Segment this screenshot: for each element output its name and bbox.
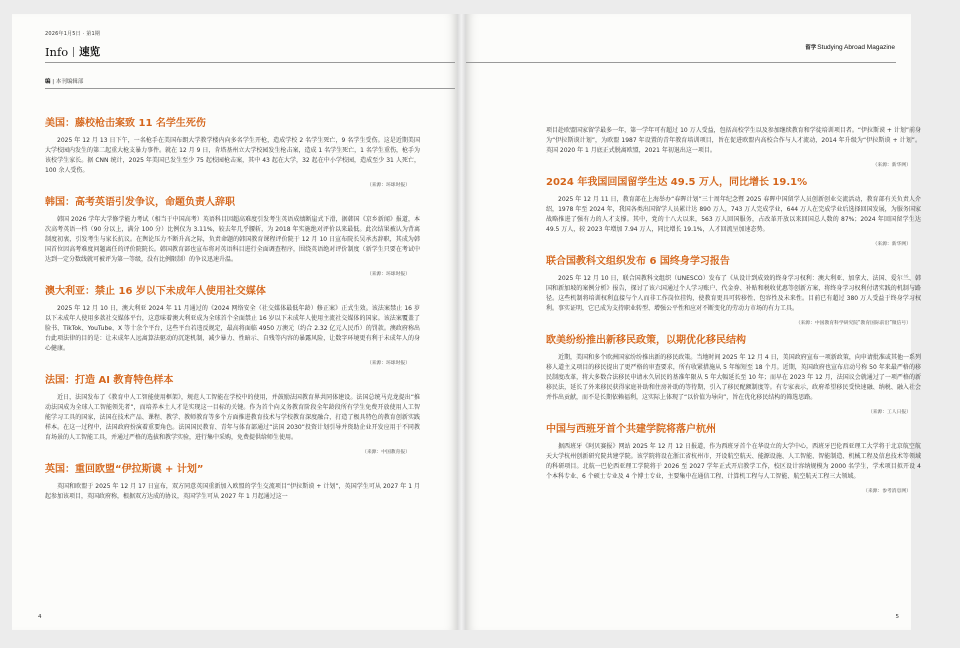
editor-rule <box>45 88 455 89</box>
article-source: （来源：新华网） <box>872 242 911 247</box>
article-title: 韩国：高考英语引发争议，命题负责人辞职 <box>45 197 235 208</box>
right-article-column <box>546 126 921 502</box>
issue-date: 2026年1月5日 · 第1期 <box>45 31 101 37</box>
article-body: 近日，法国发布了《教育中人工智能使用框架》，规范人工智能在学校中的使用，并鼓励法国教育界共同体建设。法国总统马克龙提出“推动法国成为全球人工智能领先者”，而培养本土人才是实现这一目标的关键。作为首个向义务教育阶段全年龄段所有学生免费开放使用人工智能学习工具的国家，法国在技术产品、课程、教学、教师教育等多个方面推进教育技术与学校教育深度融合，打造了极具特色的教育创新实践样本。在这一过程中，法国政府扮演着重要角色。法国国民教育、青年与体育部通过“法国 2030”投资计划引导并资助企业开发应用于不同教育场景的人工智能工具，并通过严格的选拔和教学实验，进行集中采购，免费提供给师生使用。 <box>45 394 420 441</box>
article <box>45 196 420 277</box>
article-title: 中国与西班牙首个共建学院将落户杭州 <box>546 424 716 435</box>
article-body: 韩国 2026 学年大学修学能力考试（相当于中国高考）英语科目因超高难度引发考生英语成绩断崖式下滑，据韩国《京乡新闻》报道，本次高考英语一档（90 分以上，满分 100 分）比例仅为 3.11%，较去年几乎腰斩，为 2018 年实施绝对评价以来最低。此次结果被认为背离制度初衷，引发考生与家长抗议。在舆论压力不断升高之际，负责命题的韩国教育课程评价院于 12 月 10 日宣布院长吴承杰辞职，其成为韩国首位因高考难度问题离任的评价院院长。韩国教育部也宣布将对英语科目进行全面调查程序，围绕英语绝对评价制度（新学生只要在考试中达到一定分数线就可被评为第一等级，没有比例限制）的争议迅速升温。 <box>45 216 420 263</box>
article-title: 澳大利亚：禁止 16 岁以下未成年人使用社交媒体 <box>45 286 266 297</box>
editor-name: 本刊编辑部 <box>55 79 84 85</box>
article-body: 据西班牙《阿贝赛报》网站 2025 年 12 月 12 日报道，作为西班牙首个在华设立的大学中心，西班牙巴伦西亚理工大学将于北京航空航天大学杭州创新研究院共建学院。该学院将设在浙江省杭州市，开设航空航天、能源设施、人工智能、智能制造、机械工程及信息技术等领域的科研项目。北航一巴伦西亚理工学院将于 2026 至 2027 学年正式开启教学工作，校区设计容纳规模为 2000 名学生，学术项目拟开设 4 个本科专业、6 个硕士专业及 4 个博士专业，主要集中在通信工程、计算机工程与人工智能、航空航天工程三大领域。 <box>546 443 921 480</box>
article-title: 法国：打造 AI 教育特色样本 <box>45 375 174 386</box>
magazine-name: Studying Abroad Magazine <box>817 44 895 51</box>
article <box>45 117 420 188</box>
article-source: （来源：新华网） <box>872 163 911 168</box>
article-title: 联合国教科文组织发布 6 国终身学习报告 <box>546 256 730 267</box>
article-source: （来源：环球时报） <box>366 183 410 188</box>
title-divider <box>73 47 74 57</box>
header-rule <box>45 62 455 63</box>
article-title: 欧美纷纷推出新移民政策，以期优化移民结构 <box>546 335 746 346</box>
article <box>45 463 420 502</box>
article-body: 2025 年 12 月 10 日，澳大利亚 2024 年 11 月通过的《2024 网络安全（社交媒体最低年龄）修正案》正式生效。该法案禁止 16 岁以下未成年人使用多款社交媒体平台，这意味着澳大利亚成为全球首个全面禁止 16 岁以下未成年人使用主流社交媒体的国家。该法案覆盖了脸书、TikTok、YouTube、X 等十余个平台，这些平台若违反规定，最高将面临 4950 万澳元（约合 2.32 亿元人民币）的罚款。澳政府称出台此项法律的目的是：让未成年人远离算法驱动的沉迷机制，减少暴力、性暗示、自残等内容的暴露风险，让数字环境更有利于未成年人的身心健康。 <box>45 305 420 352</box>
article <box>546 176 921 247</box>
article <box>45 374 420 455</box>
continued-article <box>546 126 921 168</box>
left-article-column <box>45 117 420 510</box>
header-rule <box>466 62 896 63</box>
magazine-logo: 留学 <box>805 45 817 51</box>
continued-body: 项目赴欧盟国家留学最多一年，第一学年可有超过 10 万人受益，包括高校学生以及参加继续教育和学徒培训项目者。“伊拉斯谟 + 计划”前身为“伊拉斯谟计划”，为欧盟 1987 年设置的青年教育培训项目，旨在促进欧盟内高校合作与人才流动，2014 年升级为“伊拉斯谟 + 计划”。英国 2020 年 1 月底正式脱离欧盟，2021 年初退出这一项目。 <box>546 127 921 154</box>
article-body: 英国和欧盟于 2025 年 12 月 17 日宣布，双方同意英国重新加入欧盟的学生交流项目“伊拉斯谟 + 计划”，英国学生可从 2027 年 1 月起参加该项目，英国政府称，根据双方达成的协议，英国学生可从 2027 年 1 月起通过这一 <box>45 483 420 500</box>
article <box>45 285 420 366</box>
article-source: （来源：环球时报） <box>366 272 410 277</box>
article-source: （来源：参考消息网） <box>863 489 911 494</box>
article-title: 美国：藤校枪击案致 11 名学生死伤 <box>45 118 206 129</box>
page-number: 4 <box>38 614 42 620</box>
editor-credit: 编 | 本刊编辑部 <box>45 79 84 85</box>
article-source: （来源：工人日报） <box>867 410 911 415</box>
article <box>546 255 921 326</box>
article-source: （来源：环球时报） <box>366 361 410 366</box>
right-page <box>466 14 921 630</box>
article-source: （来源：中国教育科学研究院“教育国际前沿”微信号） <box>795 321 911 326</box>
magazine-title <box>805 43 895 51</box>
article <box>546 334 921 415</box>
article-body: 2025 年 12 月 10 日，联合国教科文组织（UNESCO）发布了《从设计到成效的终身学习权利：澳大利亚、加拿大、法国、爱尔兰、韩国和新加坡的案例分析》报告，探讨了该六国通过个人学习账户、代金券、补贴和税收优惠等创新方案，将终身学习权利付诸实践的机制与路径。这些机制将培训权利直接与个人而非工作岗位挂钩，使教育更具可转移性、包容性及未来性。目前已有超过 380 万人受益于终身学习权利。事实证明，它已成为支持职业转型、增强公平性和应对不断变化的劳动力市场的有力工具。 <box>546 275 921 312</box>
article-body: 近期，美国和多个欧洲国家纷纷推出新的移民政策。当地时间 2025 年 12 月 4 日，美国政府宣布一项新政策，向申请批准或其他一系列移人道主义项目的移民提出了更严格的审查要求，所有收紧措施从 5 年缩短至 18 个月。近期，英国政府也宣布启动号称 50 年来最严格的移民制度改革，将大多数合法移民申请永久居民的基准年限从 5 年大幅延长至 10 年；而早在 2023 年 12 月，法国议会就通过了一项严格的新移民法，延长了外来移民获得家庭补助和住房补助的等待期，引入了移民配额制度等。有专家表示，政府希望移民受快速融、纳税、融入社会并作出贡献，而不是长期依赖福利，这实际上体现了“以价值为导向”，旨在优化移民结构的筛选思路。 <box>546 354 921 401</box>
page-number: 5 <box>895 614 899 620</box>
left-page <box>12 14 457 630</box>
section-title-en: Info <box>45 44 69 59</box>
page-gutter <box>457 14 466 630</box>
section-title <box>45 44 100 59</box>
editor-label: 编 <box>45 79 51 85</box>
article-body: 2025 年 12 月 11 日，教育部在上海举办“春晖计划”三十周年纪念暨 2025 春晖中国留学人员创新创业交流活动，教育部有关负责人介绍，1978 年至 2024 年，我国各类出国留学人员累计达 890 万人，743 万人完成学业，644 万人在完成学业后选择回国发展，为服务国家战略推进了强有力的人才支撑。其中，党的十八大以来，563 万人回国服务，占改革开放以来回国总人数的 87%；2024 年回国留学生达 49.5 万人，较 2023 年增加 7.94 万人，同比增长 19.1%，人才回流呈加速态势。 <box>546 196 921 233</box>
article-body: 2025 年 12 月 13 日下午，一名枪手在美国布朗大学教学楼内向多名学生开枪，造成学校 2 名学生死亡，9 名学生受伤。这是近期美国大学校园内发生的第二起重大枪支暴力事件。就在 12 月 9 日，肯塔基州立大学校园发生枪击案，造成 1 名学生死亡，1 名学生重伤，枪手为该校学生家长。据 CNN 统计，2025 年美国已发生至少 75 起校园枪击案，其中 43 起在大学，32 起在中小学校园，造成至少 31 人死亡，100 余人受伤。 <box>45 137 420 174</box>
article-source: （来源：中国教育报） <box>362 450 410 455</box>
article <box>546 423 921 494</box>
section-title-cn: 速览 <box>79 46 101 58</box>
article-title: 2024 年我国回国留学生达 49.5 万人，同比增长 19.1% <box>546 177 808 188</box>
article-title: 英国：重回欧盟“伊拉斯谟 + 计划” <box>45 464 204 475</box>
